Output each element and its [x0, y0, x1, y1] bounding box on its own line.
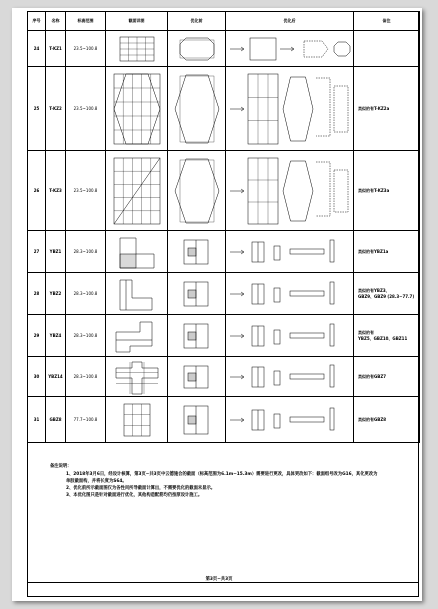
row-no: 25 — [28, 67, 46, 151]
note-item: 2、优化前所示截面图仅为各性问所导截面计算出，不需要优化的截面未显示。 — [66, 486, 216, 491]
row-remark: 类似的有 YBZ5、GBZ10、GBZ11 — [354, 315, 420, 357]
row-range: 23.5~100.8 — [66, 151, 106, 231]
header-after: 优化后 — [226, 12, 354, 31]
row-remark: 类似的有GBZ7 — [354, 357, 420, 397]
row-remark: 类似的有YBZ3、 GBZ9、GBZ9 (28.3~77.7) — [354, 273, 420, 315]
row-range: 23.5~100.8 — [66, 67, 106, 151]
row-range: 23.5~100.8 — [66, 31, 106, 67]
header-range: 标高范围 — [66, 12, 106, 31]
note-item: 3、本优化图只是针对截面进行优化，其他构造配筋均仍按原设计施工。 — [66, 493, 203, 498]
drawing-sheet — [12, 8, 422, 601]
footer-divider — [27, 582, 419, 583]
header-remark: 备注 — [354, 12, 420, 31]
row-remark: 类似的有T-KZ3a — [354, 151, 420, 231]
row-range: 28.3~100.8 — [66, 315, 106, 357]
header-name: 名称 — [46, 12, 66, 31]
row-no: 29 — [28, 315, 46, 357]
row-no: 26 — [28, 151, 46, 231]
note-item: 1、2018年3月6日，经设计核算，第3页~共3页中云德施合的截面（标高范围为6.1m~15.3m）需要进行更改，具体更改如下：截面组号改为G16，其化更改为单肢截面构，并将长度为S64。 — [66, 472, 378, 484]
row-name: T-KZ2 — [46, 67, 66, 151]
header-before: 优化前 — [168, 12, 226, 31]
row-name: YBZ1 — [46, 231, 66, 273]
page-footer: 第3页~共3页 — [205, 577, 233, 582]
row-no: 24 — [28, 31, 46, 67]
row-remark: 类似的有YBZ1a — [354, 231, 420, 273]
row-range: 77.7~100.8 — [66, 397, 106, 443]
row-range: 28.3~100.8 — [66, 231, 106, 273]
row-name: YBZ2 — [46, 273, 66, 315]
row-remark: 类似的有GBZ8 — [354, 397, 420, 443]
row-range: 28.3~100.8 — [66, 273, 106, 315]
row-no: 27 — [28, 231, 46, 273]
drawing-frame — [27, 11, 419, 597]
row-name: T-KZ1 — [46, 31, 66, 67]
row-name: YBZ14 — [46, 357, 66, 397]
row-name: T-KZ3 — [46, 151, 66, 231]
row-name: GBZ8 — [46, 397, 66, 443]
row-no: 30 — [28, 357, 46, 397]
row-no: 31 — [28, 397, 46, 443]
notes-title: 备注说明： — [50, 464, 72, 469]
notes-block — [50, 463, 380, 499]
row-name: YBZ4 — [46, 315, 66, 357]
header-section: 截面详图 — [106, 12, 168, 31]
row-no: 28 — [28, 273, 46, 315]
header-no: 序号 — [28, 12, 46, 31]
row-remark: 类似的有T-KZ2a — [354, 67, 420, 151]
row-range: 28.3~100.8 — [66, 357, 106, 397]
